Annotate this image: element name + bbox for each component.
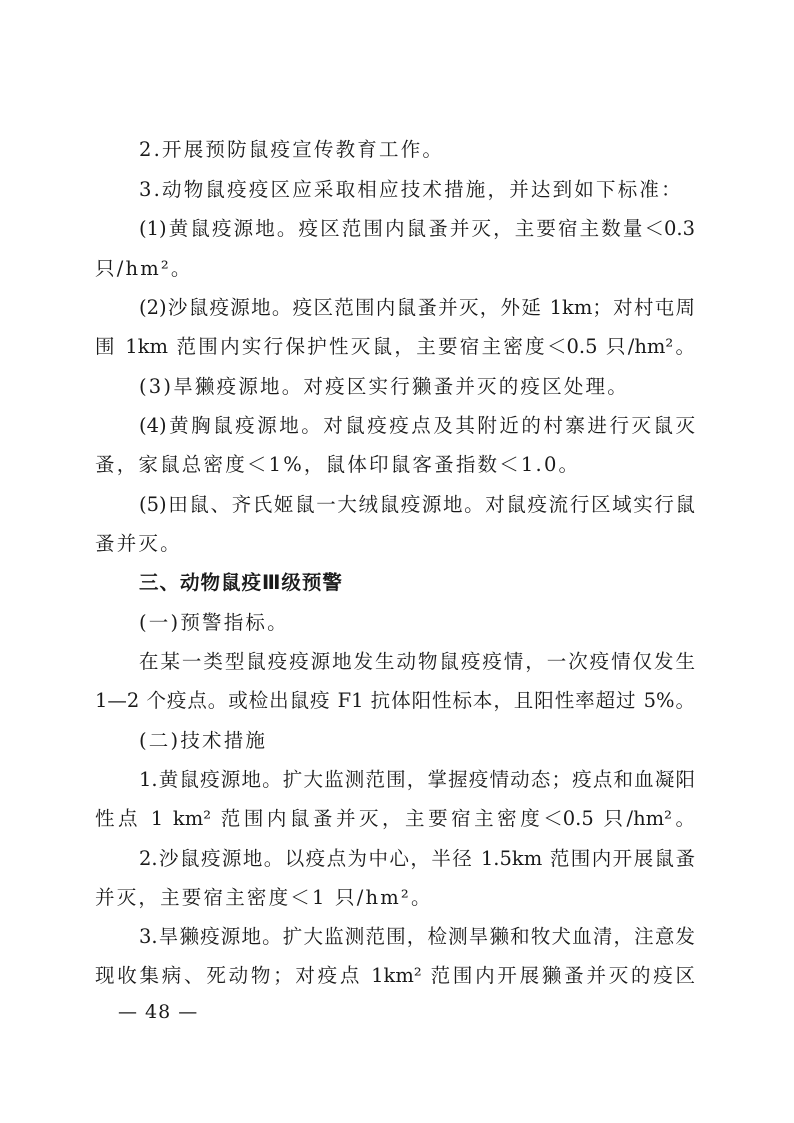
paragraph-line: 蚤并灭。 [95, 532, 182, 555]
paragraph-line: 2.沙鼠疫源地。以疫点为中心，半径 1.5km 范围内开展鼠蚤 [139, 847, 695, 870]
paragraph-line: 并灭，主要宿主密度＜1 只/hm²。 [95, 886, 433, 909]
paragraph-line: 现收集病、死动物；对疫点 1km² 范围内开展獭蚤并灭的疫区 [95, 964, 695, 987]
paragraph-line: (4)黄胸鼠疫源地。对鼠疫疫点及其附近的村寨进行灭鼠灭 [139, 414, 695, 437]
page-number: — 48 — [118, 1001, 199, 1023]
paragraph-line: 1.黄鼠疫源地。扩大监测范围，掌握疫情动态；疫点和血凝阳 [139, 768, 695, 791]
section-heading: 三、动物鼠疫Ⅲ级预警 [139, 571, 343, 594]
paragraph-line: 围 1km 范围内实行保护性灭鼠，主要宿主密度＜0.5 只/hm²。 [95, 335, 695, 358]
paragraph-line: (5)田鼠、齐氏姬鼠一大绒鼠疫源地。对鼠疫流行区域实行鼠 [139, 493, 695, 516]
paragraph-line: (3)旱獭疫源地。对疫区实行獭蚤并灭的疫区处理。 [139, 375, 629, 398]
paragraph-line: 蚤，家鼠总密度＜1%，鼠体印鼠客蚤指数＜1.0。 [95, 453, 581, 476]
paragraph-line: 性点 1 km² 范围内鼠蚤并灭，主要宿主密度＜0.5 只/hm²。 [95, 807, 695, 830]
paragraph-line: (2)沙鼠疫源地。疫区范围内鼠蚤并灭，外延 1km；对村屯周 [139, 296, 695, 319]
paragraph-line: 1—2 个疫点。或检出鼠疫 F1 抗体阳性标本，且阳性率超过 5%。 [95, 689, 695, 712]
subsection-heading: (二)技术措施 [139, 729, 268, 752]
paragraph-line: 只/hm²。 [95, 257, 193, 280]
paragraph-line: 在某一类型鼠疫疫源地发生动物鼠疫疫情，一次疫情仅发生 [139, 650, 695, 673]
paragraph-line: 3.旱獭疫源地。扩大监测范围，检测旱獭和牧犬血清，注意发 [139, 925, 695, 948]
paragraph-line: (1)黄鼠疫源地。疫区范围内鼠蚤并灭，主要宿主数量＜0.3 [139, 217, 695, 240]
paragraph-line: 3.动物鼠疫疫区应采取相应技术措施，并达到如下标准： [139, 178, 683, 201]
subsection-heading: (一)预警指标。 [139, 611, 289, 634]
paragraph-line: 2.开展预防鼠疫宣传教育工作。 [139, 138, 445, 161]
